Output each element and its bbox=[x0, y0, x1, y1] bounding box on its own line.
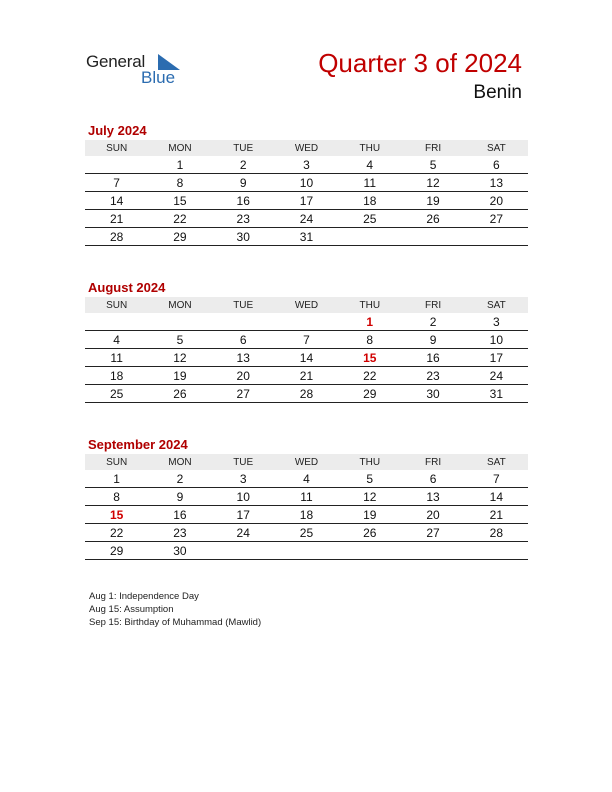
day-cell: 4 bbox=[275, 470, 338, 488]
day-cell: 6 bbox=[401, 470, 464, 488]
month-september bbox=[85, 436, 528, 560]
weekday-label: FRI bbox=[401, 297, 464, 313]
day-cell: 10 bbox=[275, 174, 338, 192]
day-cell: 3 bbox=[212, 470, 275, 488]
empty-day-cell bbox=[212, 313, 275, 331]
weekday-header-row bbox=[85, 140, 528, 156]
day-cell: 24 bbox=[465, 367, 528, 385]
day-cell: 13 bbox=[465, 174, 528, 192]
week-row bbox=[85, 542, 528, 560]
week-row bbox=[85, 192, 528, 210]
week-row bbox=[85, 210, 528, 228]
logo-blue-text: Blue bbox=[141, 68, 176, 87]
day-cell: 25 bbox=[275, 524, 338, 542]
weekday-label: SAT bbox=[465, 140, 528, 156]
day-cell: 9 bbox=[148, 488, 211, 506]
month-calendar-table bbox=[85, 297, 528, 403]
day-cell: 30 bbox=[212, 228, 275, 246]
day-cell: 3 bbox=[465, 313, 528, 331]
day-cell: 5 bbox=[338, 470, 401, 488]
day-cell: 29 bbox=[148, 228, 211, 246]
day-cell: 1 bbox=[338, 313, 401, 331]
day-cell: 29 bbox=[85, 542, 148, 560]
day-cell: 17 bbox=[275, 192, 338, 210]
month-august bbox=[85, 279, 528, 403]
day-cell: 2 bbox=[401, 313, 464, 331]
holiday-note: Aug 1: Independence Day bbox=[89, 591, 199, 602]
day-cell: 21 bbox=[275, 367, 338, 385]
generalblue-logo bbox=[86, 52, 196, 92]
day-cell: 15 bbox=[148, 192, 211, 210]
day-cell: 19 bbox=[338, 506, 401, 524]
weekday-label: FRI bbox=[401, 454, 464, 470]
weekday-label: SUN bbox=[85, 297, 148, 313]
day-cell: 24 bbox=[275, 210, 338, 228]
empty-day-cell bbox=[148, 313, 211, 331]
day-cell: 23 bbox=[148, 524, 211, 542]
day-cell: 7 bbox=[465, 470, 528, 488]
day-cell: 5 bbox=[148, 331, 211, 349]
day-cell: 9 bbox=[401, 331, 464, 349]
day-cell: 22 bbox=[148, 210, 211, 228]
day-cell: 6 bbox=[465, 156, 528, 174]
week-row bbox=[85, 174, 528, 192]
day-cell: 19 bbox=[148, 367, 211, 385]
month-calendar-table bbox=[85, 454, 528, 560]
weekday-label: WED bbox=[275, 140, 338, 156]
weekday-header-row bbox=[85, 297, 528, 313]
day-cell: 10 bbox=[212, 488, 275, 506]
weekday-label: SAT bbox=[465, 454, 528, 470]
day-cell: 23 bbox=[212, 210, 275, 228]
day-cell: 28 bbox=[465, 524, 528, 542]
page-title: Quarter 3 of 2024 bbox=[318, 48, 522, 78]
weekday-label: TUE bbox=[212, 140, 275, 156]
day-cell: 8 bbox=[338, 331, 401, 349]
day-cell: 14 bbox=[85, 192, 148, 210]
day-cell: 29 bbox=[338, 385, 401, 403]
day-cell: 18 bbox=[275, 506, 338, 524]
day-cell: 27 bbox=[465, 210, 528, 228]
day-cell: 17 bbox=[212, 506, 275, 524]
empty-day-cell bbox=[212, 542, 275, 560]
weekday-label: SUN bbox=[85, 454, 148, 470]
day-cell: 19 bbox=[401, 192, 464, 210]
day-cell: 2 bbox=[212, 156, 275, 174]
empty-day-cell bbox=[275, 313, 338, 331]
empty-day-cell bbox=[85, 313, 148, 331]
day-cell: 8 bbox=[85, 488, 148, 506]
day-cell: 11 bbox=[275, 488, 338, 506]
month-calendar-table bbox=[85, 140, 528, 246]
day-cell: 21 bbox=[465, 506, 528, 524]
day-cell: 17 bbox=[465, 349, 528, 367]
empty-day-cell bbox=[465, 542, 528, 560]
day-cell: 11 bbox=[338, 174, 401, 192]
day-cell: 21 bbox=[85, 210, 148, 228]
day-cell: 23 bbox=[401, 367, 464, 385]
empty-day-cell bbox=[338, 542, 401, 560]
empty-day-cell bbox=[401, 228, 464, 246]
week-row bbox=[85, 488, 528, 506]
day-cell: 5 bbox=[401, 156, 464, 174]
day-cell: 1 bbox=[148, 156, 211, 174]
day-cell: 27 bbox=[401, 524, 464, 542]
day-cell: 4 bbox=[85, 331, 148, 349]
day-cell: 20 bbox=[401, 506, 464, 524]
day-cell: 18 bbox=[85, 367, 148, 385]
holiday-note: Sep 15: Birthday of Muhammad (Mawlid) bbox=[89, 617, 262, 628]
week-row bbox=[85, 385, 528, 403]
weekday-label: TUE bbox=[212, 297, 275, 313]
weekday-label: SUN bbox=[85, 140, 148, 156]
week-row bbox=[85, 349, 528, 367]
weekday-label: SAT bbox=[465, 297, 528, 313]
empty-day-cell bbox=[338, 228, 401, 246]
day-cell: 25 bbox=[85, 385, 148, 403]
day-cell: 6 bbox=[212, 331, 275, 349]
day-cell: 25 bbox=[338, 210, 401, 228]
weekday-label: MON bbox=[148, 140, 211, 156]
weekday-label: WED bbox=[275, 454, 338, 470]
day-cell: 16 bbox=[148, 506, 211, 524]
day-cell: 9 bbox=[212, 174, 275, 192]
day-cell: 15 bbox=[338, 349, 401, 367]
day-cell: 13 bbox=[212, 349, 275, 367]
month-title: September 2024 bbox=[88, 437, 188, 452]
day-cell: 24 bbox=[212, 524, 275, 542]
holiday-notes bbox=[89, 590, 261, 629]
day-cell: 30 bbox=[148, 542, 211, 560]
day-cell: 12 bbox=[401, 174, 464, 192]
day-cell: 22 bbox=[338, 367, 401, 385]
week-row bbox=[85, 331, 528, 349]
day-cell: 4 bbox=[338, 156, 401, 174]
day-cell: 8 bbox=[148, 174, 211, 192]
week-row bbox=[85, 156, 528, 174]
empty-day-cell bbox=[85, 156, 148, 174]
weekday-label: FRI bbox=[401, 140, 464, 156]
weekday-label: MON bbox=[148, 297, 211, 313]
week-row bbox=[85, 228, 528, 246]
day-cell: 12 bbox=[338, 488, 401, 506]
logo-general-text: General bbox=[86, 52, 146, 71]
weekday-label: THU bbox=[338, 140, 401, 156]
holiday-note: Aug 15: Assumption bbox=[89, 604, 174, 615]
weekday-header-row bbox=[85, 454, 528, 470]
day-cell: 1 bbox=[85, 470, 148, 488]
day-cell: 26 bbox=[148, 385, 211, 403]
day-cell: 30 bbox=[401, 385, 464, 403]
week-row bbox=[85, 313, 528, 331]
day-cell: 3 bbox=[275, 156, 338, 174]
week-row bbox=[85, 506, 528, 524]
month-title: August 2024 bbox=[88, 280, 166, 295]
day-cell: 18 bbox=[338, 192, 401, 210]
weekday-label: THU bbox=[338, 454, 401, 470]
day-cell: 15 bbox=[85, 506, 148, 524]
weekday-label: MON bbox=[148, 454, 211, 470]
day-cell: 12 bbox=[148, 349, 211, 367]
month-july bbox=[85, 122, 528, 246]
day-cell: 13 bbox=[401, 488, 464, 506]
empty-day-cell bbox=[401, 542, 464, 560]
day-cell: 28 bbox=[275, 385, 338, 403]
day-cell: 26 bbox=[401, 210, 464, 228]
day-cell: 10 bbox=[465, 331, 528, 349]
week-row bbox=[85, 470, 528, 488]
day-cell: 28 bbox=[85, 228, 148, 246]
day-cell: 27 bbox=[212, 385, 275, 403]
day-cell: 11 bbox=[85, 349, 148, 367]
day-cell: 22 bbox=[85, 524, 148, 542]
day-cell: 20 bbox=[465, 192, 528, 210]
country-name: Benin bbox=[473, 82, 522, 103]
day-cell: 7 bbox=[85, 174, 148, 192]
day-cell: 31 bbox=[275, 228, 338, 246]
day-cell: 14 bbox=[275, 349, 338, 367]
day-cell: 20 bbox=[212, 367, 275, 385]
day-cell: 26 bbox=[338, 524, 401, 542]
weekday-label: THU bbox=[338, 297, 401, 313]
day-cell: 16 bbox=[212, 192, 275, 210]
weekday-label: WED bbox=[275, 297, 338, 313]
week-row bbox=[85, 367, 528, 385]
day-cell: 2 bbox=[148, 470, 211, 488]
day-cell: 7 bbox=[275, 331, 338, 349]
month-title: July 2024 bbox=[88, 123, 147, 138]
empty-day-cell bbox=[275, 542, 338, 560]
week-row bbox=[85, 524, 528, 542]
empty-day-cell bbox=[465, 228, 528, 246]
day-cell: 16 bbox=[401, 349, 464, 367]
day-cell: 14 bbox=[465, 488, 528, 506]
day-cell: 31 bbox=[465, 385, 528, 403]
weekday-label: TUE bbox=[212, 454, 275, 470]
